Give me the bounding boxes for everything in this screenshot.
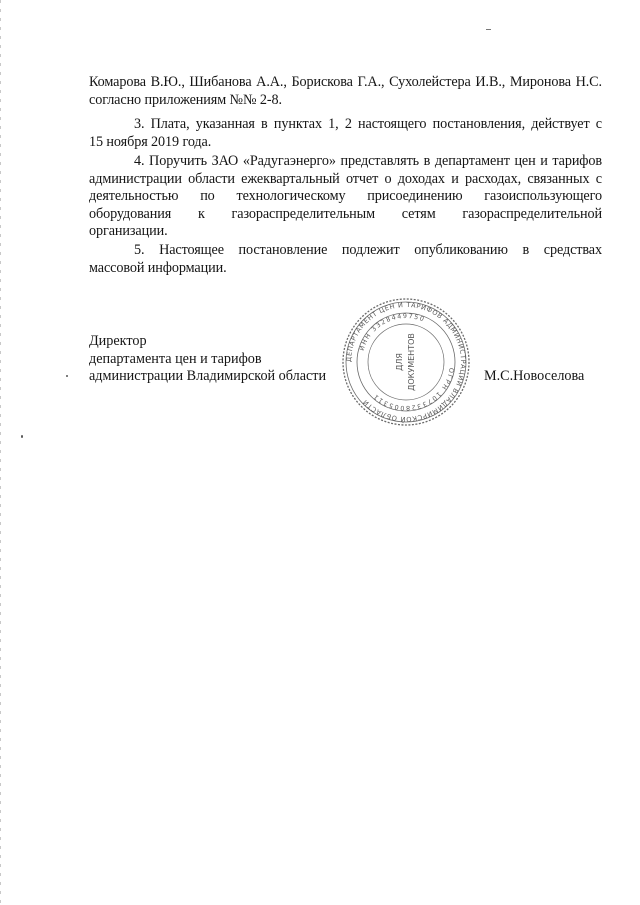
scan-speck (21, 435, 23, 438)
text-line: согласно приложениям №№ 2-8. (89, 91, 282, 108)
seal-ogrn-text: ОГРН 1073328005311 (371, 367, 456, 413)
signer-name: М.С.Новоселова (484, 368, 585, 384)
seal-outer-text: ДЕПАРТАМЕНТ ЦЕН И ТАРИФОВ АДМИНИСТРАЦИИ ВЛАДИМИРСКОЙ ОБЛАСТИ (344, 300, 468, 424)
text-line: организации. (89, 223, 168, 239)
position-line: департамента цен и тарифов (89, 350, 262, 367)
signature-position (89, 333, 326, 386)
paragraph-5 (89, 242, 602, 277)
text-line: 4. Поручить ЗАО «Радугаэнерго» представлять в департамент цен и тарифов (134, 153, 602, 169)
text-line: 5. Настоящее постановление подлежит опубликованию в средствах (134, 242, 602, 258)
seal-inn-text: ИНН 3328449750 (357, 311, 427, 352)
text-line: оборудования к газораспределительным сетям газораспределительной (89, 205, 602, 222)
scan-mark (486, 29, 491, 30)
text-line: деятельностью по технологическому присоединению газоиспользующего (89, 188, 602, 204)
scan-left-edge (0, 0, 1, 905)
scan-speck (66, 375, 68, 377)
official-seal (340, 296, 472, 428)
seal-center-text-1: ДЛЯ (395, 353, 404, 371)
paragraph-4 (89, 153, 602, 241)
seal-center-text-2: ДОКУМЕНТОВ (407, 333, 416, 391)
paragraph-continuation (89, 74, 602, 109)
paragraph-3 (89, 116, 602, 151)
text-line: массовой информации. (89, 259, 227, 276)
text-line: 15 ноября 2019 года. (89, 133, 212, 150)
text-line: Комарова В.Ю., Шибанова А.А., Борискова Г.А., Сухолейстера И.В., Миронова Н.С. (89, 74, 602, 90)
position-line: администрации Владимирской области (89, 368, 327, 384)
position-line: Директор (89, 333, 147, 349)
text-line: 3. Плата, указанная в пунктах 1, 2 настоящего постановления, действует с (134, 116, 602, 132)
text-line: администрации области ежеквартальный отчет о доходах и расходах, связанных с (89, 170, 602, 187)
